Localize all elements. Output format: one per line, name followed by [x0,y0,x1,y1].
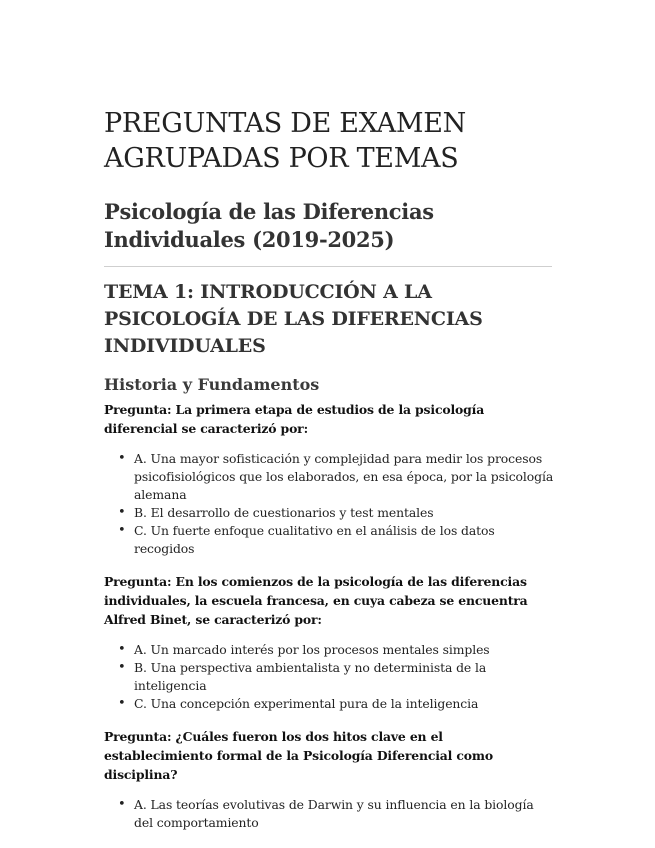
question-2: Pregunta: En los comienzos de la psicología de las diferencias individuales, la escuela francesa, en cuya cabeza se encuentra Alfred Binet, se caracterizó por: [104,574,528,627]
question-3: Pregunta: ¿Cuáles fueron los dos hitos clave en el establecimiento formal de la Psicología Diferencial como disciplina? [104,729,493,782]
bullet-icon: • [118,505,126,520]
option-item [104,695,554,713]
question-1: Pregunta: La primera etapa de estudios de la psicología diferencial se caracterizó por: [104,402,485,436]
document-subtitle: Psicología de las Diferencias Individuales (2019-2025) [104,199,434,252]
option-text: B. Una perspectiva ambientalista y no determinista de la inteligencia [134,660,487,693]
option-text: A. Las teorías evolutivas de Darwin y su influencia en la biología del comportamiento [134,797,534,830]
bullet-icon: • [118,451,126,466]
bullet-icon: • [118,660,126,675]
question-2-options [104,641,655,713]
option-text: A. Una mayor sofisticación y complejidad para medir los procesos psicofisiológicos que los elaborados, en esa época, por la psicología alemana [134,451,554,502]
option-item [104,641,554,659]
section-heading: Historia y Fundamentos [104,375,320,394]
tema-heading: TEMA 1: INTRODUCCIÓN A LA PSICOLOGÍA DE LAS DIFERENCIAS INDIVIDUALES [104,281,483,357]
bullet-icon: • [118,797,126,812]
question-1-options [104,450,655,558]
bullet-icon: • [118,642,126,657]
option-item [104,450,554,504]
bullet-icon: • [118,523,126,538]
question-3-options [104,796,655,832]
option-text: C. Un fuerte enfoque cualitativo en el análisis de los datos recogidos [134,523,495,556]
divider [104,266,552,267]
option-item [104,522,554,558]
document-title: PREGUNTAS DE EXAMEN AGRUPADAS POR TEMAS [104,108,466,174]
option-text: B. El desarrollo de cuestionarios y test mentales [134,505,434,520]
option-item [104,504,554,522]
option-item [104,659,554,695]
bullet-icon: • [118,696,126,711]
option-item [104,796,554,832]
option-text: A. Un marcado interés por los procesos mentales simples [134,642,490,657]
option-text: C. Una concepción experimental pura de la inteligencia [134,696,479,711]
